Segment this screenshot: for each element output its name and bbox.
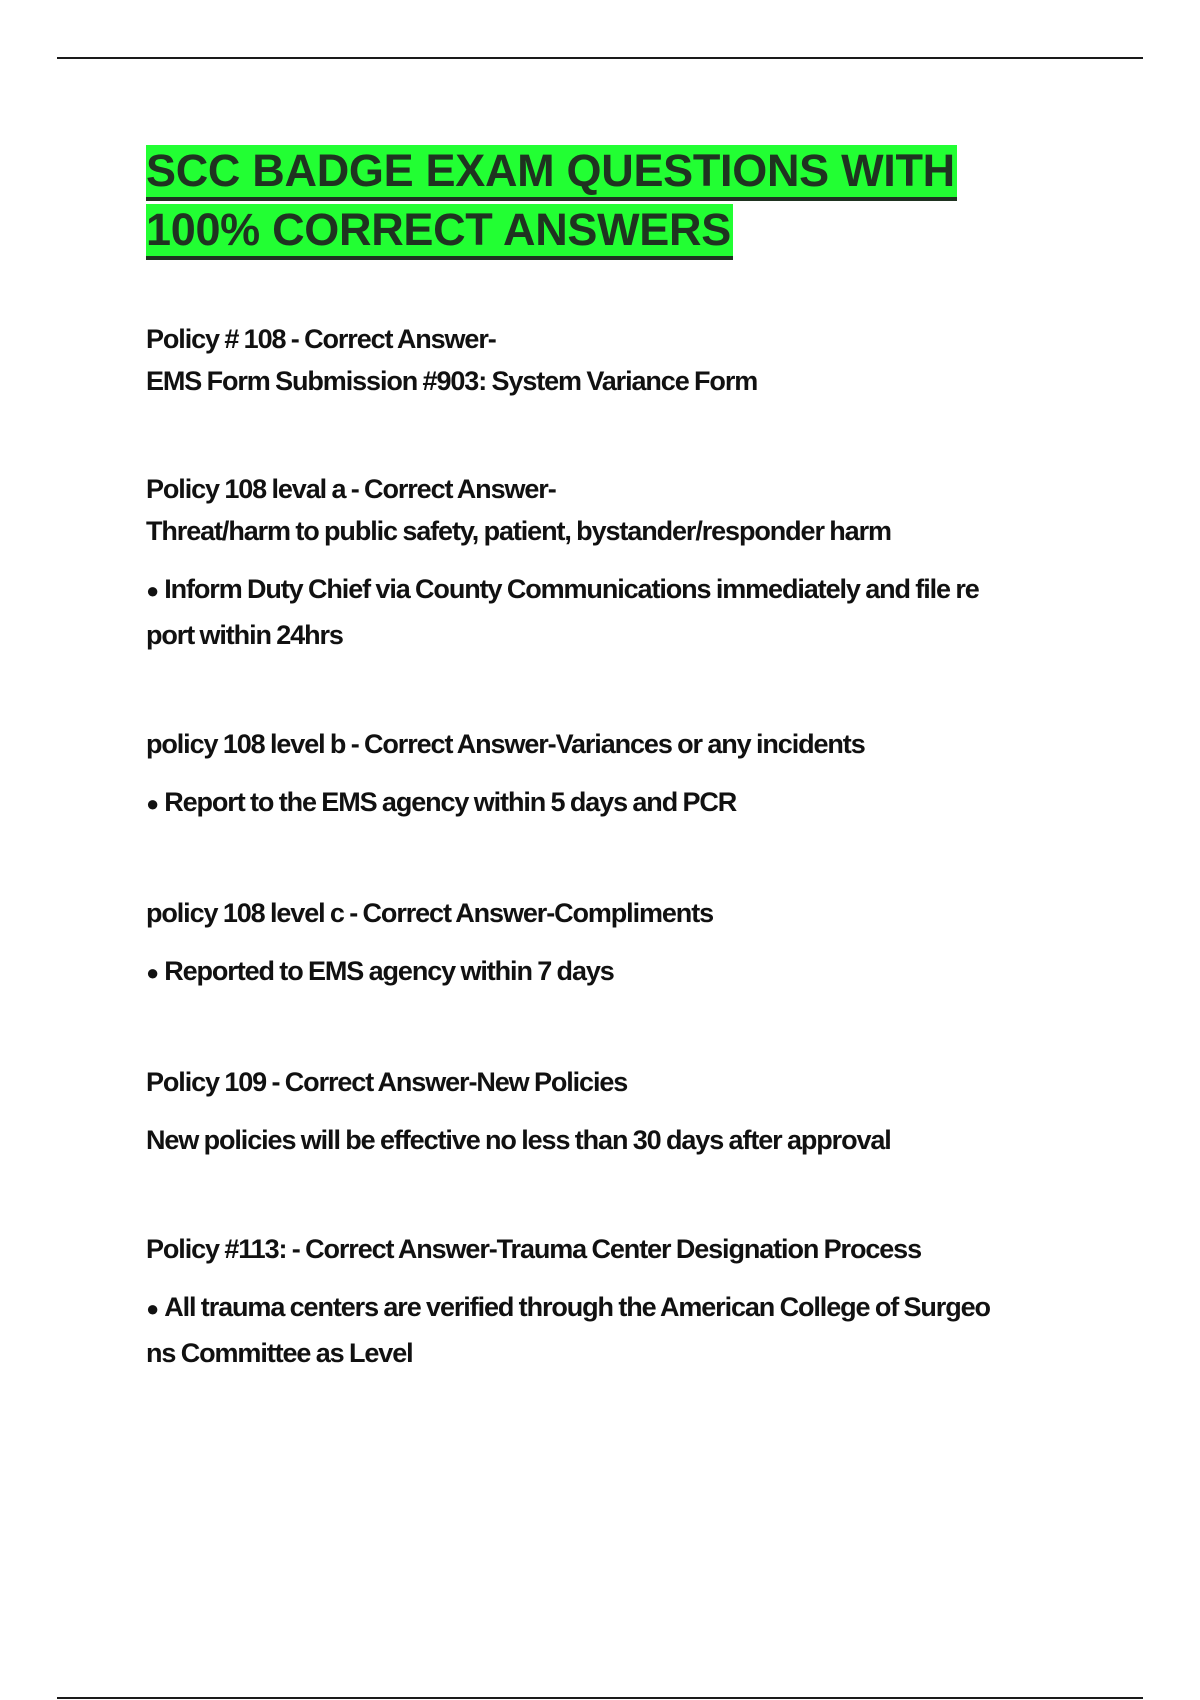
question-text: Policy # 108 - Correct Answer- [146, 324, 496, 354]
bullet-icon: ● [146, 791, 159, 816]
document-title [146, 142, 1096, 260]
bullet-detail [146, 1285, 1096, 1375]
title-line-2: 100% CORRECT ANSWERS [146, 204, 733, 260]
detail-line-1: Reported to EMS agency within 7 days [164, 956, 614, 986]
detail-text [146, 1118, 1096, 1162]
bullet-icon: ● [146, 960, 159, 985]
document-body [146, 142, 1096, 1441]
answer-text: EMS Form Submission #903: System Variance Form [146, 366, 758, 396]
question-text: Policy 108 leval a - Correct Answer- [146, 474, 556, 504]
question-text: Policy 109 - Correct Answer-New Policies [146, 1067, 628, 1097]
bullet-icon: ● [146, 1296, 159, 1321]
qa-entry-policy-108 [146, 318, 1096, 402]
detail-line-2: ns Committee as Level [146, 1338, 413, 1368]
detail-line-2: port within 24hrs [146, 620, 343, 650]
top-rule [57, 57, 1143, 59]
qa-entry-policy-108-level-c [146, 892, 1096, 995]
qa-entry-policy-113 [146, 1228, 1096, 1375]
question-text: Policy #113: - Correct Answer-Trauma Center Designation Process [146, 1234, 922, 1264]
detail-line-1: All trauma centers are verified through the American College of Surgeo [164, 1292, 990, 1322]
qa-list [146, 318, 1096, 1375]
bullet-icon: ● [146, 578, 159, 603]
detail-line-1: Inform Duty Chief via County Communications immediately and file re [164, 574, 979, 604]
question-text: policy 108 level c - Correct Answer-Compliments [146, 898, 714, 928]
title-line-1: SCC BADGE EXAM QUESTIONS WITH [146, 145, 957, 201]
bullet-detail [146, 567, 1096, 657]
question-text: policy 108 level b - Correct Answer-Variances or any incidents [146, 729, 865, 759]
detail-line-1: Report to the EMS agency within 5 days and PCR [164, 787, 737, 817]
qa-entry-policy-108-level-b [146, 723, 1096, 826]
bullet-detail [146, 949, 1096, 995]
bullet-detail [146, 780, 1096, 826]
bottom-rule [57, 1697, 1143, 1699]
answer-text: Threat/harm to public safety, patient, bystander/responder harm [146, 516, 891, 546]
detail-line-1: New policies will be effective no less than 30 days after approval [146, 1125, 891, 1155]
qa-entry-policy-109 [146, 1061, 1096, 1162]
qa-entry-policy-108-level-a [146, 468, 1096, 657]
